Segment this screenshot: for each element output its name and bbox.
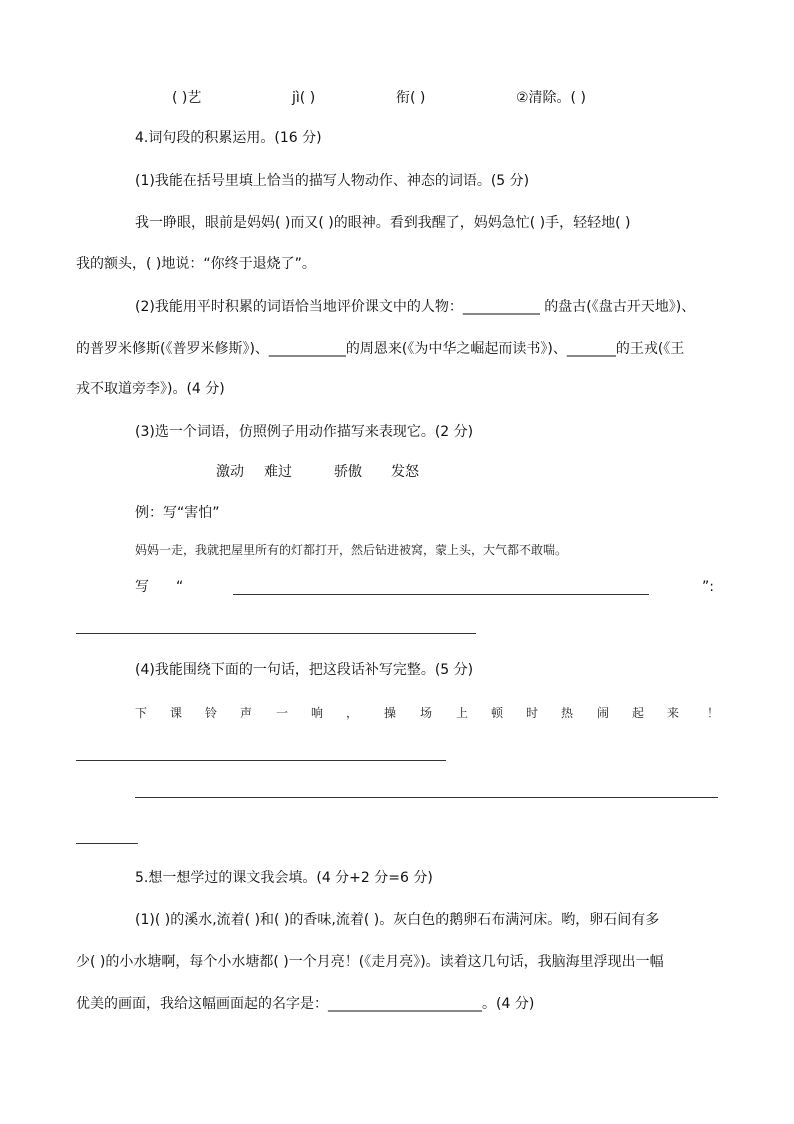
prompt-char: 起 [632,706,645,720]
prompt-char: 闹 [597,706,610,720]
q5-heading: 5.想一想学过的课文我会填。(4 分+2 分=6 分) [135,870,433,886]
blank-ji[interactable]: jì( ) [292,90,316,106]
q4-2-line3: 戎不取道旁李》)。(4 分) [76,381,225,397]
word-jidong: 激动 [216,464,244,480]
open-quote: “ [176,579,184,595]
word-nanguo: 难过 [264,464,292,480]
q5-line1[interactable]: (1)( )的溪水,流着( )和( )的香味,流着( )。灰白色的鹅卵石布满河床。哟，卵石间有多 [135,912,660,928]
prompt-char: 上 [456,706,469,720]
prompt-char: 顿 [491,706,504,720]
prompt-char: 一 [276,706,289,720]
prompt-char: 场 [420,706,433,720]
answer-line[interactable] [76,760,446,761]
q4-1-line1[interactable]: 我一睁眼，眼前是妈妈( )而又( )的眼神。看到我醒了，妈妈急忙( )手，轻轻地( ) [135,215,631,231]
q4-3-title: (3)选一个词语，仿照例子用动作描写来表现它。(2 分) [135,424,474,440]
q4-4-title: (4)我能围绕下面的一句话，把这段话补写完整。(5 分) [135,662,474,678]
prompt-char: 课 [170,706,183,720]
prompt-char: 响 [311,706,324,720]
prompt-char: ， [346,706,359,720]
q4-2-line2[interactable]: 的普罗米修斯(《普罗米修斯》)、___________的周恩来(《为中华之崛起而读书》)、_______的王戎(《王 [76,341,685,357]
q4-heading: 4.词句段的积累运用。(16 分) [135,130,322,146]
q4-1-line2[interactable]: 我的额头，( )地说：“你终于退烧了”。 [76,256,316,272]
word-jiaoao: 骄傲 [334,464,362,480]
blank-qingchu[interactable]: ②清除。( ) [516,90,586,106]
answer-line[interactable] [233,594,649,595]
word-fanu: 发怒 [391,464,419,480]
prompt-char: ！ [707,706,720,720]
prompt-char: 时 [526,706,539,720]
answer-line[interactable] [76,843,138,844]
example-label: 例：写“害怕” [135,505,220,521]
q4-1-title: (1)我能在括号里填上恰当的描写人物动作、神态的词语。(5 分) [135,173,530,189]
answer-line[interactable] [76,633,476,634]
prompt-char: 操 [384,706,397,720]
q5-line2[interactable]: 少( )的小水塘啊，每个小水塘都( )一个月亮！(《走月亮》)。读着这几句话，我脑海里浮现出一幅 [76,954,664,970]
answer-line[interactable] [135,797,718,798]
prompt-char: 下 [135,706,148,720]
prompt-char: 铃 [205,706,218,720]
prompt-char: 热 [561,706,574,720]
blank-xian[interactable]: 衔( ) [396,90,426,106]
example-text: 妈妈一走，我就把屋里所有的灯都打开，然后钻进被窝，蒙上头，大气都不敢喘。 [135,543,568,557]
q4-2-line1[interactable]: (2)我能用平时积累的词语恰当地评价课文中的人物：___________ 的盘古(《盘古开天地》)、 [135,299,696,315]
write-prefix: 写 [135,579,149,595]
close-quote: ”: [702,579,714,595]
prompt-char: 来 [667,706,680,720]
prompt-char: 声 [240,706,253,720]
q5-line3[interactable]: 优美的画面，我给这幅画面起的名字是：______________________。(4 分) [76,996,535,1012]
blank-yi[interactable]: ( )艺 [172,90,202,106]
